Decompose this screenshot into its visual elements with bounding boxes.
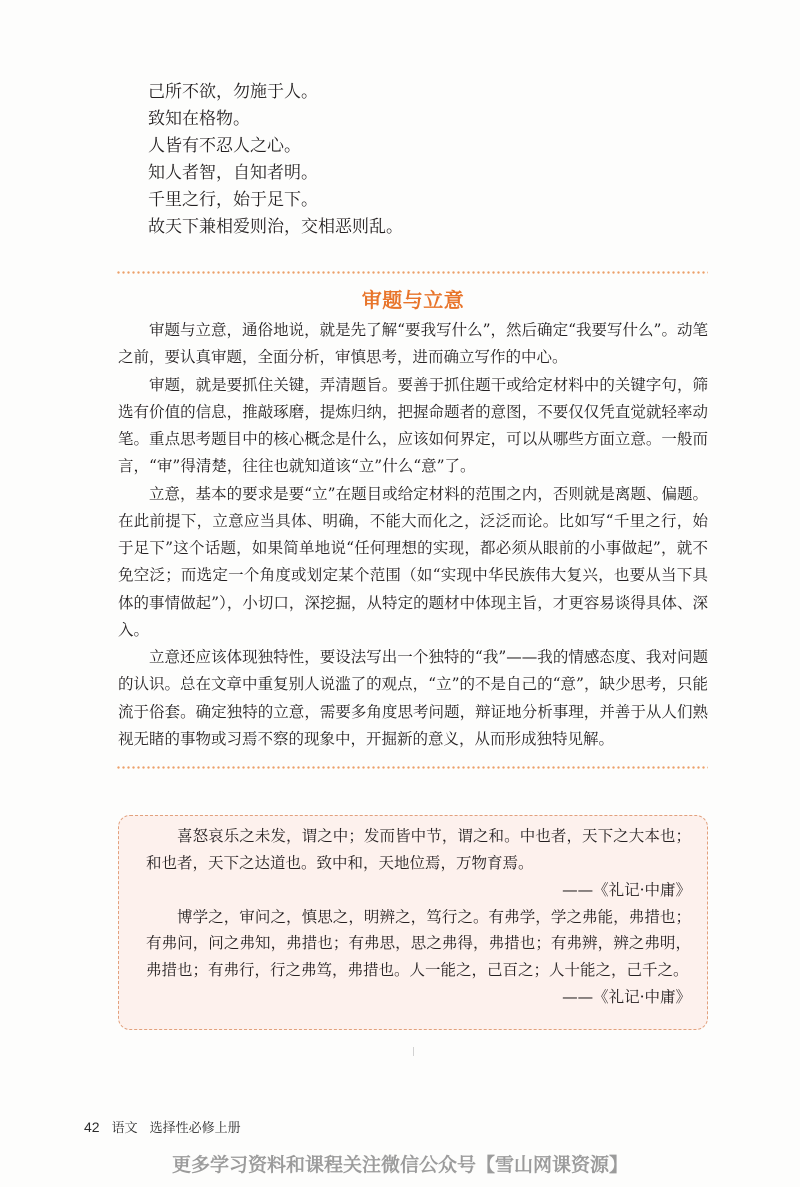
- section-body: [118, 317, 708, 753]
- paragraph: 立意还应该体现独特性，要设法写出一个独特的“我”——我的情感态度、我对问题的认识。总在文章中重复别人说滥了的观点，“立”的不是自己的“意”，缺少思考，只能流于俗套。确定独特的立意，需要多角度思考问题，辩证地分析事理，并善于从人们熟视无睹的事物或习焉不察的现象中，开掘新的意义，从而形成独特见解。: [118, 648, 708, 748]
- quote-line: 己所不欲，勿施于人。: [148, 82, 318, 102]
- paragraph: 审题，就是要抓住关键，弄清题旨。要善于抓住题干或给定材料中的关键字句，筛选有价值的信息，推敲琢磨，提炼归纳，把握命题者的意图，不要仅仅凭直觉就轻率动笔。重点思考题目中的核心概念是什么，应该如何界定，可以从哪些方面立意。一般而言，“审”得清楚，往往也就知道该“立”什么“意”了。: [118, 375, 708, 476]
- section-title: 审题与立意: [361, 288, 465, 312]
- quote-line: 人皆有不忍人之心。: [148, 136, 301, 156]
- content-column: [118, 79, 708, 1030]
- dotted-divider-top: [116, 271, 708, 274]
- page-footer: [84, 1117, 241, 1137]
- page-number: 42: [84, 1119, 100, 1135]
- footer-volume: 选择性必修上册: [149, 1120, 241, 1135]
- quote-line: 千里之行，始于足下。: [148, 190, 318, 210]
- excerpt-text: 喜怒哀乐之未发，谓之中；发而皆中节，谓之和。中也者，天下之大本也；和也者，天下之达道也。致中和，天地位焉，万物育焉。: [146, 827, 691, 873]
- dotted-divider-bottom: [116, 766, 708, 769]
- paragraph: 审题与立意，通俗地说，就是先了解“要我写什么”，然后确定“我要写什么”。动笔之前，要认真审题，全面分析，审慎思考，进而确立写作的中心。: [118, 321, 708, 367]
- excerpt-text: 博学之，审问之，慎思之，明辨之，笃行之。有弗学，学之弗能，弗措也；有弗问，问之弗知，弗措也；有弗思，思之弗得，弗措也；有弗辨，辨之弗明，弗措也；有弗行，行之弗笃，弗措也。人一能之，己百之；人十能之，己千之。: [146, 907, 691, 980]
- footer-subject: 语文: [111, 1120, 138, 1135]
- quote-list: [118, 79, 708, 241]
- quote-line: 知人者智，自知者明。: [148, 163, 318, 183]
- paragraph: 立意，基本的要求是要“立”在题目或给定材料的范围之内，否则就是离题、偏题。在此前提下，立意应当具体、明确，不能大而化之，泛泛而论。比如写“千里之行，始于足下”这个话题，如果简单地说“任何理想的实现，都必须从眼前的小事做起”，就不免空泛；而选定一个角度或划定某个范围（如“实现中华民族伟大复兴，也要从当下具体的事情做起”），小切口，深挖掘，从特定的题材中体现主旨，才更容易谈得具体、深入。: [118, 484, 708, 639]
- quote-line: 致知在格物。: [148, 109, 250, 129]
- excerpt-source: ——《礼记·中庸》: [562, 988, 691, 1007]
- scan-mark: [413, 1047, 414, 1056]
- excerpt-box: [118, 815, 708, 1030]
- excerpt-source: ——《礼记·中庸》: [562, 880, 691, 899]
- quote-line: 故天下兼相爱则治，交相恶则乱。: [148, 217, 403, 237]
- watermark-text: 更多学习资料和课程关注微信公众号【雪山网课资源】: [171, 1154, 628, 1176]
